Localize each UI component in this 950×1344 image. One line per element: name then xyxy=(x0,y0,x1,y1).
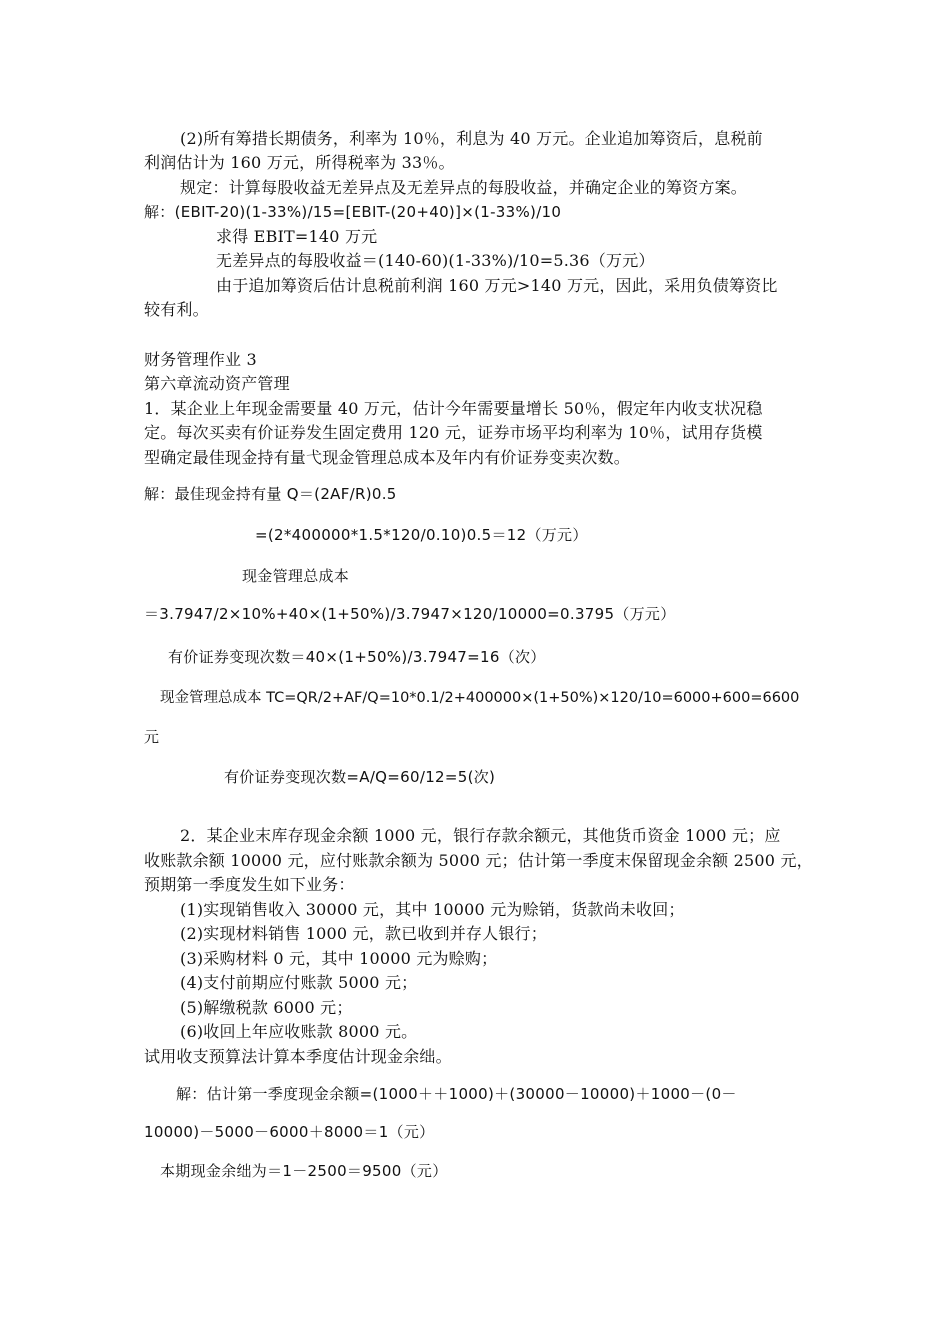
item2-line1: (2)所有筹措长期债务，利率为 10％，利息为 40 万元。企业追加筹资后，息税前 xyxy=(180,129,763,148)
list-item: (6)收回上年应收账款 8000 元。 xyxy=(180,1022,418,1041)
item2-line2: 利润估计为 160 万元，所得税率为 33％。 xyxy=(144,153,455,172)
solution-line-4: 由于追加筹资后估计息税前利润 160 万元>140 万元，因此，采用负债筹资比 xyxy=(216,276,778,295)
answer1-line7: 元 xyxy=(144,728,160,746)
question1-line3: 型确定最佳现金持有量弋现金管理总成本及年内有价证券变卖次数。 xyxy=(144,448,631,467)
list-item: (4)支付前期应付账款 5000 元； xyxy=(180,973,418,992)
solution-line-1: 解：(EBIT-20)(1-33%)/15=[EBIT-(20+40)]×(1-33%)/10 xyxy=(144,203,562,221)
answer2-line3: 本期现金余绌为＝1－2500＝9500（元） xyxy=(160,1162,448,1180)
answer1-line4: ＝3.7947/2×10%+40×(1+50%)/3.7947×120/10000=0.3795（万元） xyxy=(144,605,676,623)
answer1-line6: 现金管理总成本 TC=QR/2+AF/Q=10*0.1/2+400000×(1+50%)×120/10=6000+600=6600 xyxy=(160,690,800,706)
list-item: (3)采购材料 0 元，其中 10000 元为赊购； xyxy=(180,949,498,968)
list-item: (2)实现材料销售 1000 元，款已收到并存人银行； xyxy=(180,924,547,943)
list-item: (1)实现销售收入 30000 元，其中 10000 元为赊销，货款尚未收回； xyxy=(180,900,685,919)
answer2-line1: 解：估计第一季度现金余额=(1000＋＋1000)＋(30000－10000)＋1000－(0－ xyxy=(176,1085,737,1103)
answer1-line3: 现金管理总成本 xyxy=(242,567,350,585)
answer1-line1: 解：最佳现金持有量 Q＝(2AF/R)0.5 xyxy=(144,485,397,503)
question2-line2: 收账款余额 10000 元，应付账款余额为 5000 元；估计第一季度末保留现金余额 2500 元， xyxy=(144,851,813,870)
list-item: (5)解缴税款 6000 元； xyxy=(180,998,353,1017)
requirement-text: 规定：计算每股收益无差异点及无差异点的每股收益，并确定企业的筹资方案。 xyxy=(180,178,748,197)
solution-line-5: 较有利。 xyxy=(144,300,209,319)
solution-line-2: 求得 EBIT=140 万元 xyxy=(216,227,378,246)
answer2-line2: 10000)－5000－6000＋8000＝1（元） xyxy=(144,1123,435,1141)
assignment-title: 财务管理作业 3 xyxy=(144,350,257,369)
question1-line1: 1．某企业上年现金需要量 40 万元，估计今年需要量增长 50％，假定年内收支状况稳 xyxy=(144,399,763,418)
question2-line3: 预期第一季度发生如下业务： xyxy=(144,875,355,894)
instruction-text: 试用收支预算法计算本季度估计现金余绌。 xyxy=(144,1047,452,1066)
solution-line-3: 无差异点的每股收益＝(140-60)(1-33%)/10=5.36（万元） xyxy=(216,251,655,270)
question2-line1: 2．某企业末库存现金余额 1000 元，银行存款余额元，其他货币资金 1000 元；应 xyxy=(180,826,781,845)
answer1-line5: 有价证券变现次数＝40×(1+50%)/3.7947=16（次） xyxy=(168,648,546,666)
answer1-line2: =(2*400000*1.5*120/0.10)0.5＝12（万元） xyxy=(255,526,588,544)
question1-line2: 定。每次买卖有价证券发生固定费用 120 元，证券市场平均利率为 10％，试用存货模 xyxy=(144,423,763,442)
answer1-line8: 有价证券变现次数=A/Q=60/12=5(次) xyxy=(224,768,496,786)
chapter-title: 第六章流动资产管理 xyxy=(144,374,290,393)
